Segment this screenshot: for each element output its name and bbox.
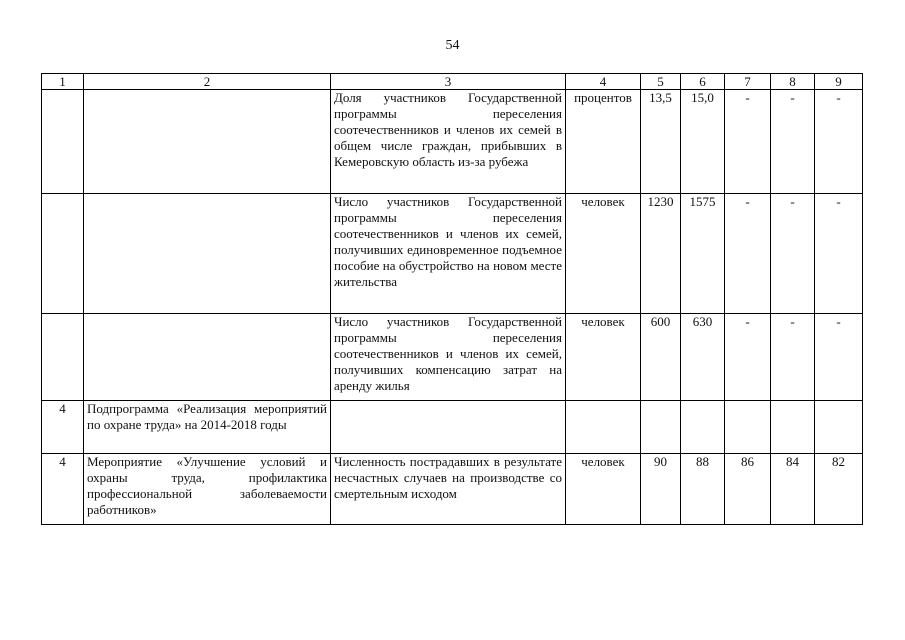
program-indicators-table [41, 73, 863, 525]
activity-cell [84, 194, 331, 314]
value-cell [641, 401, 681, 454]
row-number [42, 314, 84, 401]
indicator-cell: Число участников Государственной программы переселения соотечественников и членов их семей, получивших компенсацию затрат на аренду жилья [331, 314, 566, 401]
column-header: 6 [681, 74, 725, 90]
value-cell: - [815, 314, 863, 401]
table-row [42, 454, 863, 525]
row-number: 4 [42, 454, 84, 525]
value-cell: 1230 [641, 194, 681, 314]
value-cell: 1575 [681, 194, 725, 314]
table-header-row [42, 74, 863, 90]
value-cell: 84 [771, 454, 815, 525]
value-cell: 86 [725, 454, 771, 525]
value-cell: 88 [681, 454, 725, 525]
value-cell: 15,0 [681, 90, 725, 194]
indicator-cell: Численность пострадавших в результате несчастных случаев на производстве со смертельным исходом [331, 454, 566, 525]
activity-cell: Мероприятие «Улучшение условий и охраны труда, профилактика профессиональной заболеваемости работников» [84, 454, 331, 525]
column-header: 2 [84, 74, 331, 90]
value-cell [725, 401, 771, 454]
value-cell: 600 [641, 314, 681, 401]
unit-cell: процентов [566, 90, 641, 194]
value-cell: - [725, 194, 771, 314]
column-header: 1 [42, 74, 84, 90]
activity-cell [84, 90, 331, 194]
indicator-cell: Доля участников Государственной программы переселения соотечественников и членов их семей в общем числе граждан, прибывших в Кемеровскую область из-за рубежа [331, 90, 566, 194]
indicator-cell [331, 401, 566, 454]
table-row [42, 194, 863, 314]
row-number [42, 90, 84, 194]
value-cell: - [815, 90, 863, 194]
column-header: 3 [331, 74, 566, 90]
unit-cell [566, 401, 641, 454]
unit-cell: человек [566, 314, 641, 401]
value-cell: - [815, 194, 863, 314]
column-header: 4 [566, 74, 641, 90]
activity-cell: Подпрограмма «Реализация мероприятий по охране труда» на 2014-2018 годы [84, 401, 331, 454]
value-cell [681, 401, 725, 454]
value-cell: - [771, 194, 815, 314]
value-cell: - [771, 90, 815, 194]
row-number: 4 [42, 401, 84, 454]
value-cell: - [771, 314, 815, 401]
column-header: 9 [815, 74, 863, 90]
value-cell [771, 401, 815, 454]
table-row [42, 90, 863, 194]
table-row [42, 401, 863, 454]
value-cell: 90 [641, 454, 681, 525]
indicator-cell: Число участников Государственной программы переселения соотечественников и членов их семей, получивших единовременное подъемное пособие на обустройство на новом месте жительства [331, 194, 566, 314]
value-cell: - [725, 90, 771, 194]
value-cell [815, 401, 863, 454]
column-header: 5 [641, 74, 681, 90]
column-header: 8 [771, 74, 815, 90]
unit-cell: человек [566, 454, 641, 525]
unit-cell: человек [566, 194, 641, 314]
value-cell: 630 [681, 314, 725, 401]
table-row [42, 314, 863, 401]
page-number: 54 [445, 38, 460, 53]
value-cell: 13,5 [641, 90, 681, 194]
value-cell: - [725, 314, 771, 401]
row-number [42, 194, 84, 314]
value-cell: 82 [815, 454, 863, 525]
activity-cell [84, 314, 331, 401]
column-header: 7 [725, 74, 771, 90]
